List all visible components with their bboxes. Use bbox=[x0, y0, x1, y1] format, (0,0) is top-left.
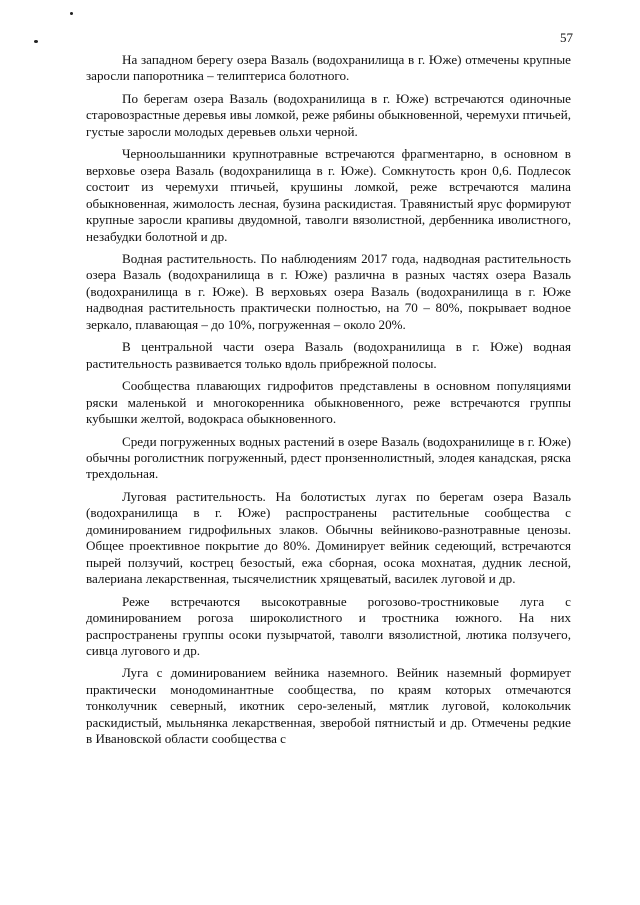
document-body bbox=[86, 52, 571, 754]
paragraph: Луговая растительность. На болотистых лугах по берегам озера Вазаль (водохранилища в г. Юже) распространены растительные сообщества с доминированием гидрофильных злаков. Обычны вейниково-разнотравные ценозы. Общее проективное покрытие до 80%. Доминирует вейник седеющий, встречаются пырей ползучий, кострец безостый, ежа сборная, осока мохнатая, дудник лесной, валериана лекарственная, тысячелистник хрящеватый, василек луговой и др. bbox=[86, 488, 571, 587]
paragraph: Луга с доминированием вейника наземного. Вейник наземный формирует практически монодоминантные сообщества, по краям которых отмечаются тонколучник северный, икотник серо-зеленый, мятлик луговой, колокольчик раскидистый, мыльнянка лекарственная, зверобой пятнистый и др. Отмечены редкие в Ивановской области сообщества с bbox=[86, 665, 571, 747]
paragraph: По берегам озера Вазаль (водохранилища в г. Юже) встречаются одиночные старовозрастные деревья ивы ломкой, реже рябины обыкновенной, черемухи птичьей, густые заросли молодых деревьев ольхи черной. bbox=[86, 90, 571, 139]
paragraph: Водная растительность. По наблюдениям 2017 года, надводная растительность озера Вазаль (водохранилища в г. Юже) различна в разных частях озера Вазаль (водохранилища в г. Юже). В верховьях озера Вазаль (водохранилища в г. Юже надводная растительность практически полностью, на 70 – 80%, покрывает водное зеркало, плавающая – до 10%, погруженная – около 20%. bbox=[86, 250, 571, 332]
paragraph: На западном берегу озера Вазаль (водохранилища в г. Юже) отмечены крупные заросли папоротника – телиптериса болотного. bbox=[86, 52, 571, 84]
page-number: 57 bbox=[560, 30, 573, 45]
paragraph: Сообщества плавающих гидрофитов представлены в основном популяциями ряски маленькой и многокоренника обыкновенного, реже встречаются группы кубышки желтой, водокраса обыкновенного. bbox=[86, 378, 571, 427]
scan-speck-left bbox=[34, 40, 38, 43]
scan-speck-top bbox=[70, 12, 73, 15]
paragraph: Среди погруженных водных растений в озере Вазаль (водохранилище в г. Юже) обычны роголистник погруженный, рдест пронзеннолистный, элодея канадская, ряска трехдольная. bbox=[86, 433, 571, 482]
paragraph: Черноольшанники крупнотравные встречаются фрагментарно, в основном в верховье озера Вазаль (водохранилища в г. Юже). Сомкнутость крон 0,6. Подлесок состоит из черемухи птичьей, крушины ломкой, реже встречаются малина обыкновенная, жимолость лесная, бузина раскидистая. Травянистый ярус формируют крупные заросли крапивы двудомной, таволги вязолистной, дербенника иволистного, незабудки болотной и др. bbox=[86, 146, 571, 244]
paragraph: Реже встречаются высокотравные рогозово-тростниковые луга с доминированием рогоза широколистного и тростника южного. На них распространены группы осоки пузырчатой, таволги вязолистной, лютика ползучего, сивца лугового и др. bbox=[86, 593, 571, 658]
paragraph: В центральной части озера Вазаль (водохранилища в г. Юже) водная растительность развивается только вдоль прибрежной полосы. bbox=[86, 339, 571, 371]
